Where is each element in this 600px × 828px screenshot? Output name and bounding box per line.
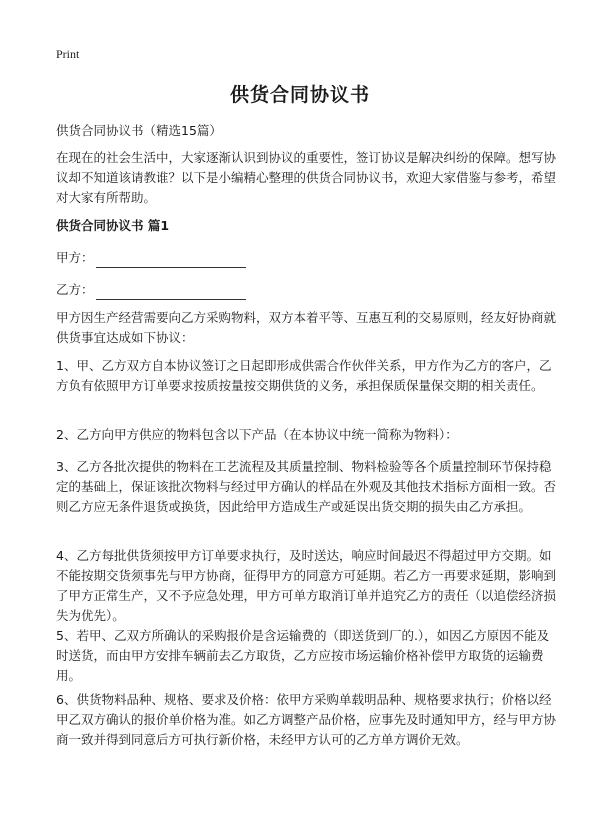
party-a-label: 甲方：	[56, 250, 94, 265]
document-subtitle: 供货合同协议书（精选15篇）	[56, 123, 222, 138]
party-b-field	[56, 280, 246, 300]
clause-3: 3、乙方各批次提供的物料在工艺流程及其质量控制、物料检验等各个质量控制环节保持稳定的基础上，保证该批次物料与经过甲方确认的样品在外观及其他技术指标方面相一致。否则乙方应无条件退货或换货，因此给甲方造成生产或延误出货交期的损失由乙方承担。	[56, 459, 557, 514]
clause-1: 1、甲、乙方双方自本协议签订之日起即形成供需合作伙伴关系，甲方作为乙方的客户，乙方负有依照甲方订单要求按质按量按交期供货的义务，承担保质保量保交期的相关责任。	[56, 358, 552, 393]
clause-2: 2、乙方向甲方供应的物料包含以下产品（在本协议中统一简称为物料）：	[56, 427, 458, 442]
intro-paragraph: 在现在的社会生活中，大家逐渐认识到协议的重要性，签订协议是解决纠纷的保障。想写协议却不知道该请教谁？以下是小编精心整理的供货合同协议书，欢迎大家借鉴与参考，希望对大家有所帮助。	[56, 150, 557, 205]
party-a-blank-line	[96, 253, 246, 268]
clause-5: 5、若甲、乙双方所确认的采购报价是含运输费的（即送货到厂的.），如因乙方原因不能及时送货，而由甲方安排车辆前去乙方取货，乙方应按市场运输价格补偿甲方取货的运输费用。	[56, 628, 550, 683]
party-b-blank-line	[96, 285, 246, 300]
party-b-label: 乙方：	[56, 282, 94, 297]
clause-4: 4、乙方每批供货须按甲方订单要求执行，及时送达，响应时间最迟不得超过甲方交期。如不能按期交货须事先与甲方协商，征得甲方的同意方可延期。若乙方一再要求延期，影响到了甲方正常生产，又不予应急处理，甲方可单方取消订单并追究乙方的责任（以追偿经济损失为优先）。	[56, 548, 557, 623]
section-heading: 供货合同协议书 篇1	[56, 218, 170, 233]
clause-6: 6、供货物料品种、规格、要求及价格：依甲方采购单载明品种、规格要求执行；价格以经甲乙双方确认的报价单价格为准。如乙方调整产品价格，应事先及时通知甲方，经与甲方协商一致并得到同意后方可执行新价格，未经甲方认可的乙方单方调价无效。	[56, 692, 557, 747]
preamble-paragraph: 甲方因生产经营需要向乙方采购物料，双方本着平等、互惠互利的交易原则，经友好协商就供货事宜达成如下协议：	[56, 310, 557, 345]
print-link[interactable]: Print	[56, 47, 80, 61]
party-a-field	[56, 248, 246, 268]
document-title: 供货合同协议书	[229, 84, 370, 106]
